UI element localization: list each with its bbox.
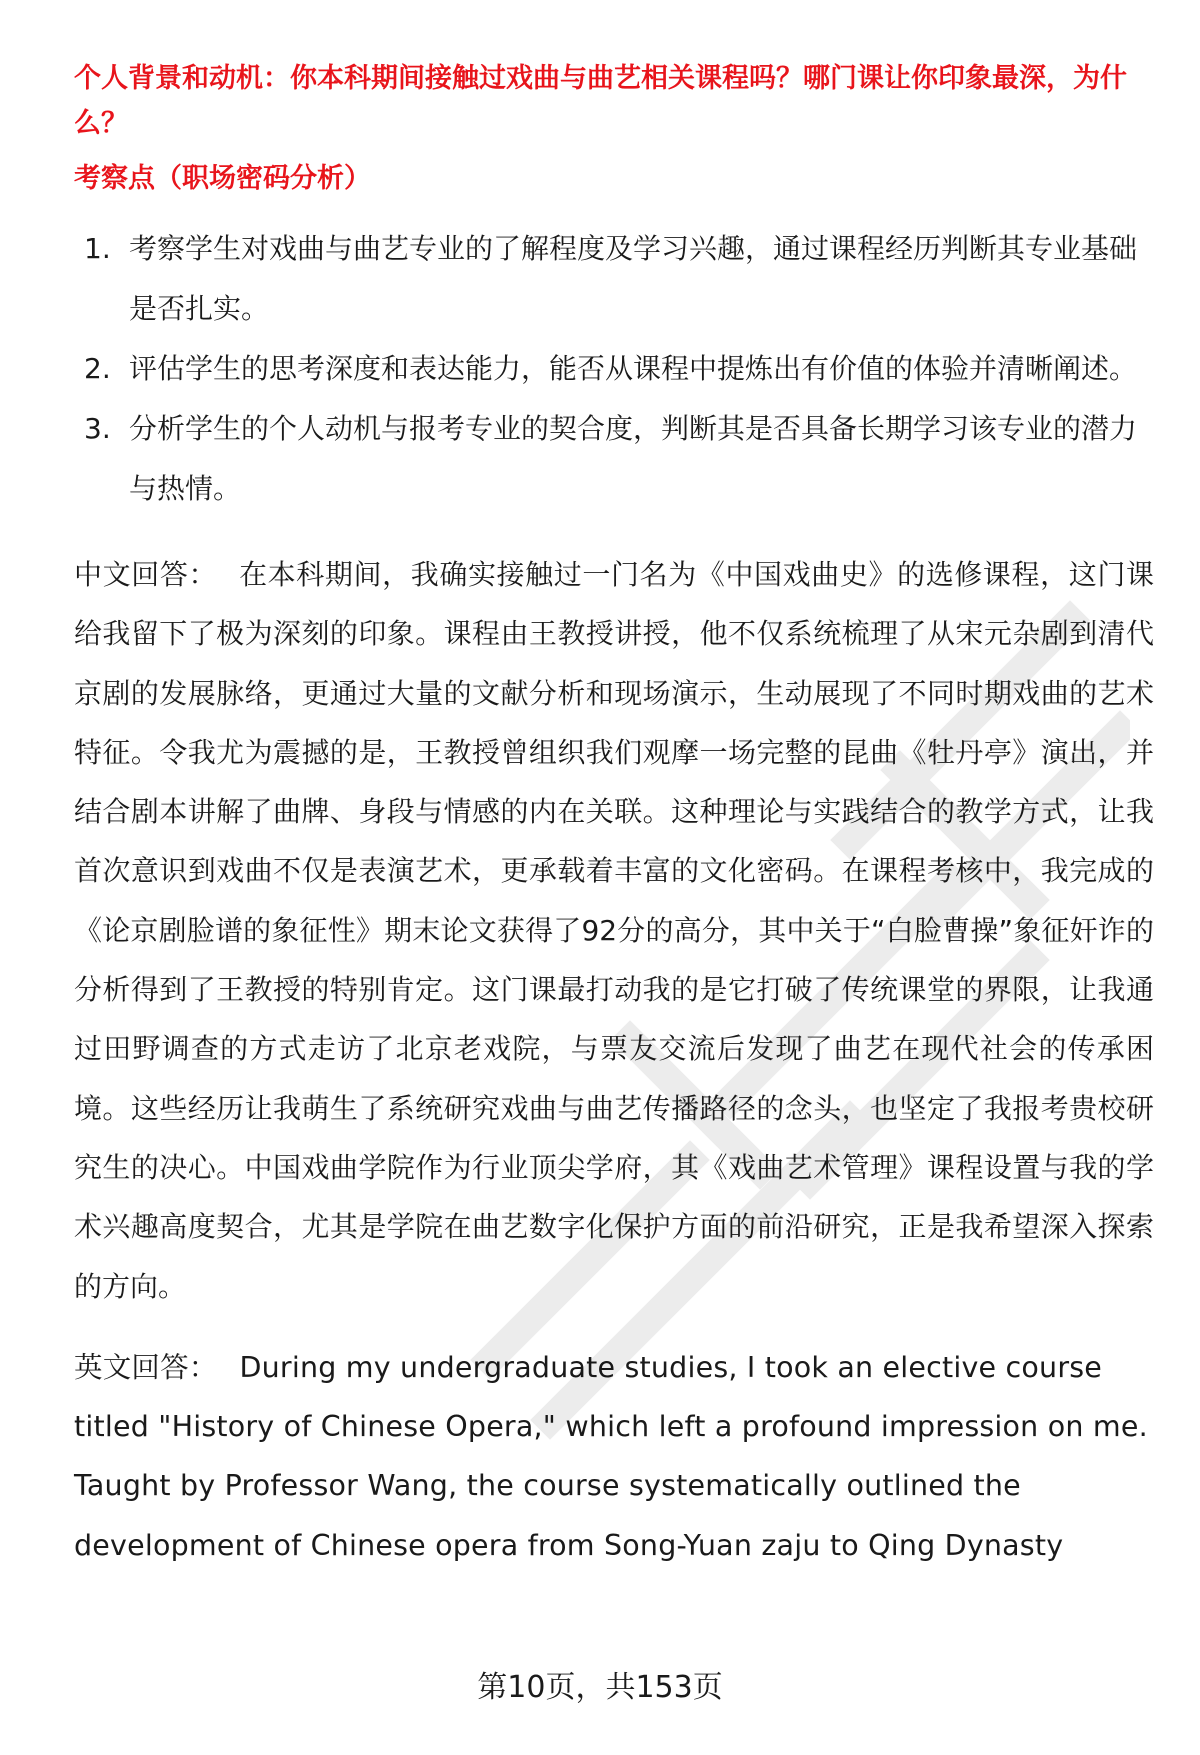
question-heading: 个人背景和动机：你本科期间接触过戏曲与曲艺相关课程吗？哪门课让你印象最深，为什么？ — [74, 63, 1127, 139]
list-item — [74, 399, 1154, 519]
page-number: 第10页，共153页 — [477, 1670, 723, 1705]
list-item — [74, 219, 1154, 339]
list-item-number: 1. — [84, 232, 111, 265]
list-item — [74, 339, 1154, 399]
list-item-text: 考察学生对戏曲与曲艺专业的了解程度及学习兴趣，通过课程经历判断其专业基础是否扎实。 — [129, 232, 1138, 325]
assessment-points-list — [74, 219, 1154, 519]
chinese-answer — [74, 545, 1154, 1316]
list-item-text: 评估学生的思考深度和表达能力，能否从课程中提炼出有价值的体验并清晰阐述。 — [129, 352, 1138, 385]
chinese-answer-label: 中文回答： — [74, 558, 218, 591]
english-answer — [74, 1338, 1154, 1575]
section-heading: 考察点（职场密码分析） — [74, 163, 371, 194]
chinese-answer-text: 在本科期间，我确实接触过一门名为《中国戏曲史》的选修课程，这门课给我留下了极为深刻的印象。课程由王教授讲授，他不仅系统梳理了从宋元杂剧到清代京剧的发展脉络，更通过大量的文献分析和现场演示，生动展现了不同时期戏曲的艺术特征。令我尤为震撼的是，王教授曾组织我们观摩一场完整的昆曲《牡丹亭》演出，并结合剧本讲解了曲牌、身段与情感的内在关联。这种理论与实践结合的教学方式，让我首次意识到戏曲不仅是表演艺术，更承载着丰富的文化密码。在课程考核中，我完成的《论京剧脸谱的象征性》期末论文获得了92分的高分，其中关于“白脸曹操”象征奸诈的分析得到了王教授的特别肯定。这门课最打动我的是它打破了传统课堂的界限，让我通过田野调查的方式走访了北京老戏院，与票友交流后发现了曲艺在现代社会的传承困境。这些经历让我萌生了系统研究戏曲与曲艺传播路径的念头，也坚定了我报考贵校研究生的决心。中国戏曲学院作为行业顶尖学府，其《戏曲艺术管理》课程设置与我的学术兴趣高度契合，尤其是学院在曲艺数字化保护方面的前沿研究，正是我希望深入探索的方向。 — [74, 558, 1154, 1303]
document-page — [74, 56, 1154, 1575]
english-answer-label: 英文回答： — [74, 1350, 218, 1384]
list-item-text: 分析学生的个人动机与报考专业的契合度，判断其是否具备长期学习该专业的潜力与热情。 — [129, 412, 1138, 505]
english-answer-text: During my undergraduate studies, I took an elective course titled "History of Chinese Opera," which left a profound impression on me. Taught by Professor Wang, the course systematically outlined the development of Chinese opera from Song-Yuan zaju to Qing Dynasty — [74, 1350, 1148, 1562]
list-item-number: 3. — [84, 412, 111, 445]
list-item-number: 2. — [84, 352, 111, 385]
